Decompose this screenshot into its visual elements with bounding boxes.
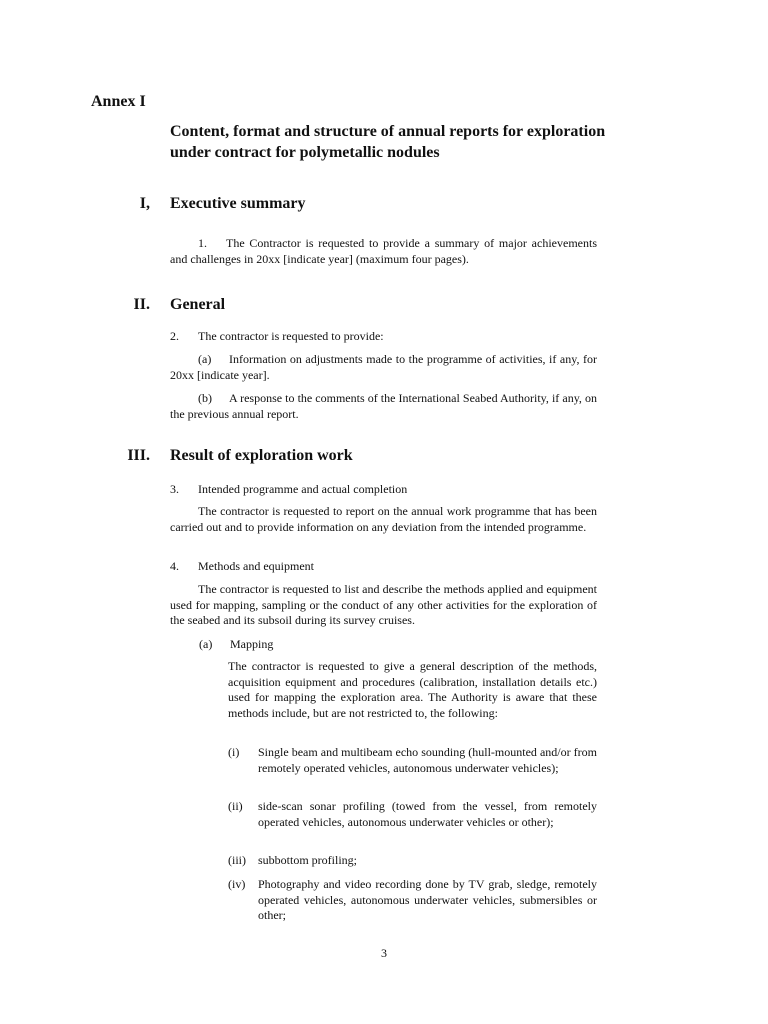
list-label: (iv) <box>228 877 246 891</box>
paragraph-number: 4. <box>170 559 179 573</box>
section-title-results: Result of exploration work <box>170 447 353 464</box>
section-number-1: I, <box>139 195 150 212</box>
paragraph-3 <box>170 482 597 498</box>
paragraph-text: The Contractor is requested to provide a summary of major achievements and challenges in 20xx [indicate year] (maximum four pages). <box>170 236 597 266</box>
list-text: subbottom profiling; <box>258 853 357 867</box>
item-label: (a) <box>199 637 213 651</box>
subheading-mapping <box>199 637 597 653</box>
item-text: Information on adjustments made to the programme of activities, if any, for 20xx [indicate year]. <box>170 352 597 382</box>
paragraph-text: Methods and equipment <box>198 559 314 573</box>
section-title-general: General <box>170 296 226 313</box>
paragraph-3-body: The contractor is requested to report on the annual work programme that has been carried out and to provide information on any deviation from the intended programme. <box>170 504 597 534</box>
page-number: 3 <box>381 946 387 960</box>
list-label: (iii) <box>228 853 246 867</box>
list-label: (i) <box>228 745 240 759</box>
mapping-description: The contractor is requested to give a general description of the methods, acquisition equipment and procedures (calibration, installation details etc.) used for mapping the exploration area. The Authority is aware that these methods include, but are not restricted to, the following: <box>228 659 597 720</box>
item-text: Mapping <box>230 637 274 651</box>
paragraph-2b <box>170 391 597 422</box>
paragraph-text: Intended programme and actual completion <box>198 482 408 496</box>
list-text: Single beam and multibeam echo sounding (hull-mounted and/or from remotely operated vehicles, autonomous underwater vehicles); <box>258 745 597 775</box>
paragraph-text: The contractor is requested to provide: <box>198 329 384 343</box>
section-title-executive-summary: Executive summary <box>170 195 306 212</box>
item-label: (a) <box>198 352 212 366</box>
paragraph-number: 1. <box>198 236 207 250</box>
annex-heading: Annex I <box>91 93 146 110</box>
paragraph-2a <box>170 352 597 383</box>
paragraph-1 <box>170 236 597 267</box>
section-number-3: III. <box>127 447 150 464</box>
item-label: (b) <box>198 391 212 405</box>
paragraph-4-body: The contractor is requested to list and describe the methods applied and equipment used for mapping, sampling or the conduct of any other activities for the exploration of the seabed and its subsoil during its survey cruises. <box>170 582 597 627</box>
list-label: (ii) <box>228 799 243 813</box>
paragraph-4 <box>170 559 597 575</box>
paragraph-number: 2. <box>170 329 179 343</box>
list-text: Photography and video recording done by TV grab, sledge, remotely operated vehicles, autonomous underwater vehicles, submersibles or other; <box>258 877 597 922</box>
list-text: side-scan sonar profiling (towed from the vessel, from remotely operated vehicles, autonomous underwater vehicles or other); <box>258 799 597 829</box>
paragraph-2 <box>170 329 597 345</box>
document-title: Content, format and structure of annual reports for exploration under contract for polymetallic nodules <box>170 123 606 161</box>
paragraph-number: 3. <box>170 482 179 496</box>
section-number-2: II. <box>133 296 150 313</box>
item-text: A response to the comments of the International Seabed Authority, if any, on the previous annual report. <box>170 391 597 421</box>
